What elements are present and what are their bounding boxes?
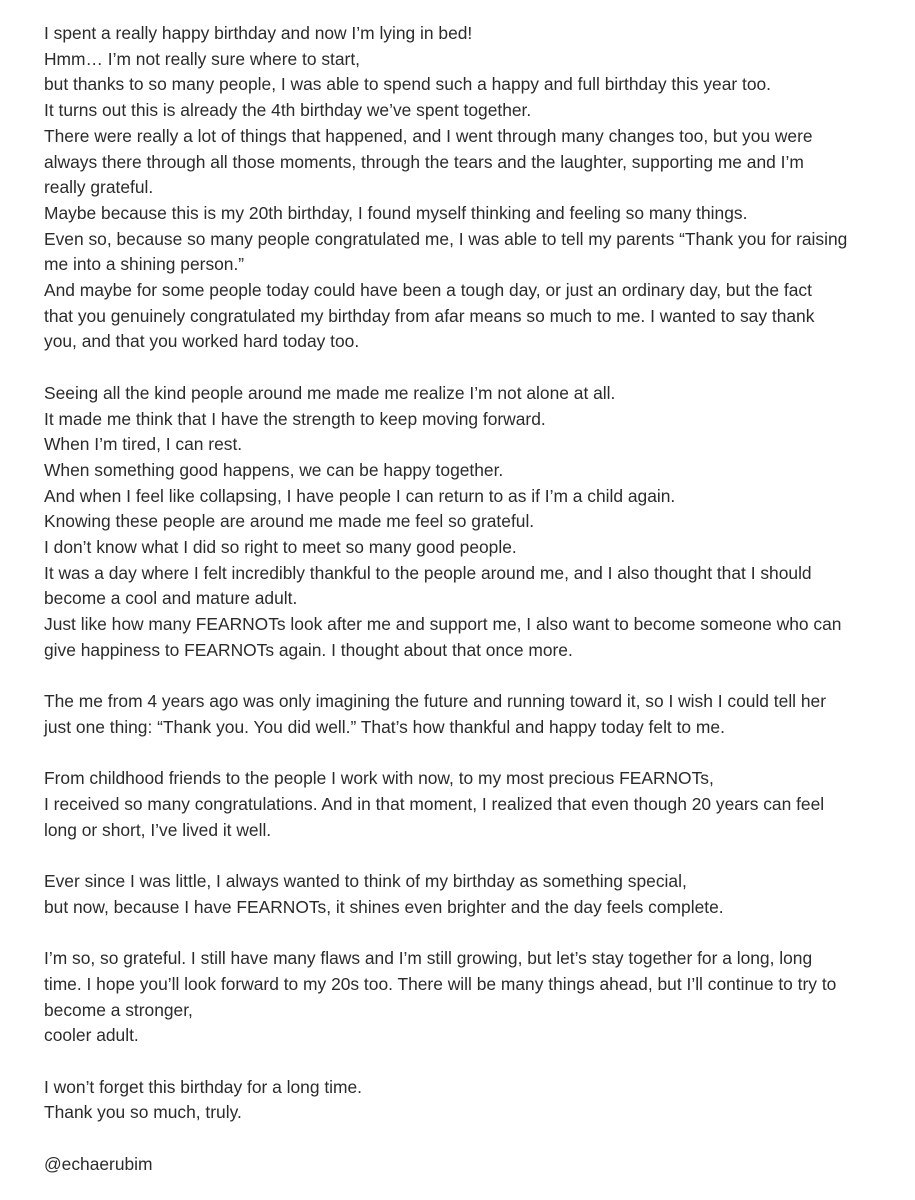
note-line: From childhood friends to the people I work with now, to my most precious FEARNOTs, [44, 768, 714, 789]
note-line: always there through all those moments, through the tears and the laughter, supporting me and I’m [44, 151, 804, 172]
paragraph-break [44, 843, 904, 869]
note-line: There were really a lot of things that happened, and I went through many changes too, but you were [44, 125, 813, 146]
note-line: When I’m tired, I can rest. [44, 434, 243, 455]
paragraph-break [44, 921, 904, 947]
note-line: you, and that you worked hard today too. [44, 331, 360, 352]
note-line: time. I hope you’ll look forward to my 20s too. There will be many things ahead, but I’ll continue to try to [44, 973, 837, 994]
note-line: give happiness to FEARNOTs again. I thought about that once more. [44, 639, 573, 660]
note-line: me into a shining person.” [44, 254, 245, 275]
note-body [44, 21, 904, 1178]
note-line: It made me think that I have the strength to keep moving forward. [44, 408, 546, 429]
note-line: but thanks to so many people, I was able to spend such a happy and full birthday this year too. [44, 74, 771, 95]
note-line: Ever since I was little, I always wanted to think of my birthday as something special, [44, 871, 687, 892]
note-line: I won’t forget this birthday for a long time. [44, 1076, 363, 1097]
note-line: cooler adult. [44, 1025, 139, 1046]
note-line: but now, because I have FEARNOTs, it shines even brighter and the day feels complete. [44, 896, 724, 917]
note-line: Knowing these people are around me made me feel so grateful. [44, 511, 535, 532]
note-line: It was a day where I felt incredibly thankful to the people around me, and I also thought that I should [44, 562, 812, 583]
note-line: Hmm… I’m not really sure where to start, [44, 48, 361, 69]
note-line: become a cool and mature adult. [44, 588, 298, 609]
note-line: really grateful. [44, 177, 154, 198]
note-line: Maybe because this is my 20th birthday, I found myself thinking and feeling so many things. [44, 202, 748, 223]
note-line: I’m so, so grateful. I still have many flaws and I’m still growing, but let’s stay together for a long, long [44, 948, 813, 969]
note-line: And when I feel like collapsing, I have people I can return to as if I’m a child again. [44, 485, 676, 506]
note-line: When something good happens, we can be happy together. [44, 459, 504, 480]
note-line: The me from 4 years ago was only imagining the future and running toward it, so I wish I could tell her [44, 691, 827, 712]
paragraph-break [44, 664, 904, 690]
note-line: that you genuinely congratulated my birthday from afar means so much to me. I wanted to say thank [44, 305, 815, 326]
note-line: Just like how many FEARNOTs look after me and support me, I also want to become someone who can [44, 614, 842, 635]
paragraph-break [44, 741, 904, 767]
paragraph-break [44, 1126, 904, 1152]
note-line: long or short, I’ve lived it well. [44, 819, 272, 840]
note-line: I don’t know what I did so right to meet so many good people. [44, 537, 517, 558]
paragraph-break [44, 1049, 904, 1075]
author-handle: @echaerubim [44, 1153, 153, 1174]
note-line: I received so many congratulations. And in that moment, I realized that even though 20 years can feel [44, 794, 825, 815]
note-line: just one thing: “Thank you. You did well.” That’s how thankful and happy today felt to me. [44, 716, 725, 737]
note-line: Seeing all the kind people around me made me realize I’m not alone at all. [44, 382, 616, 403]
note-line: become a stronger, [44, 999, 193, 1020]
note-line: Thank you so much, truly. [44, 1102, 242, 1123]
note-line: It turns out this is already the 4th birthday we’ve spent together. [44, 100, 532, 121]
note-line: I spent a really happy birthday and now I’m lying in bed! [44, 23, 473, 43]
note-line: Even so, because so many people congratulated me, I was able to tell my parents “Thank you for raising [44, 228, 848, 249]
paragraph-break [44, 355, 904, 381]
note-line: And maybe for some people today could have been a tough day, or just an ordinary day, but the fact [44, 280, 812, 301]
